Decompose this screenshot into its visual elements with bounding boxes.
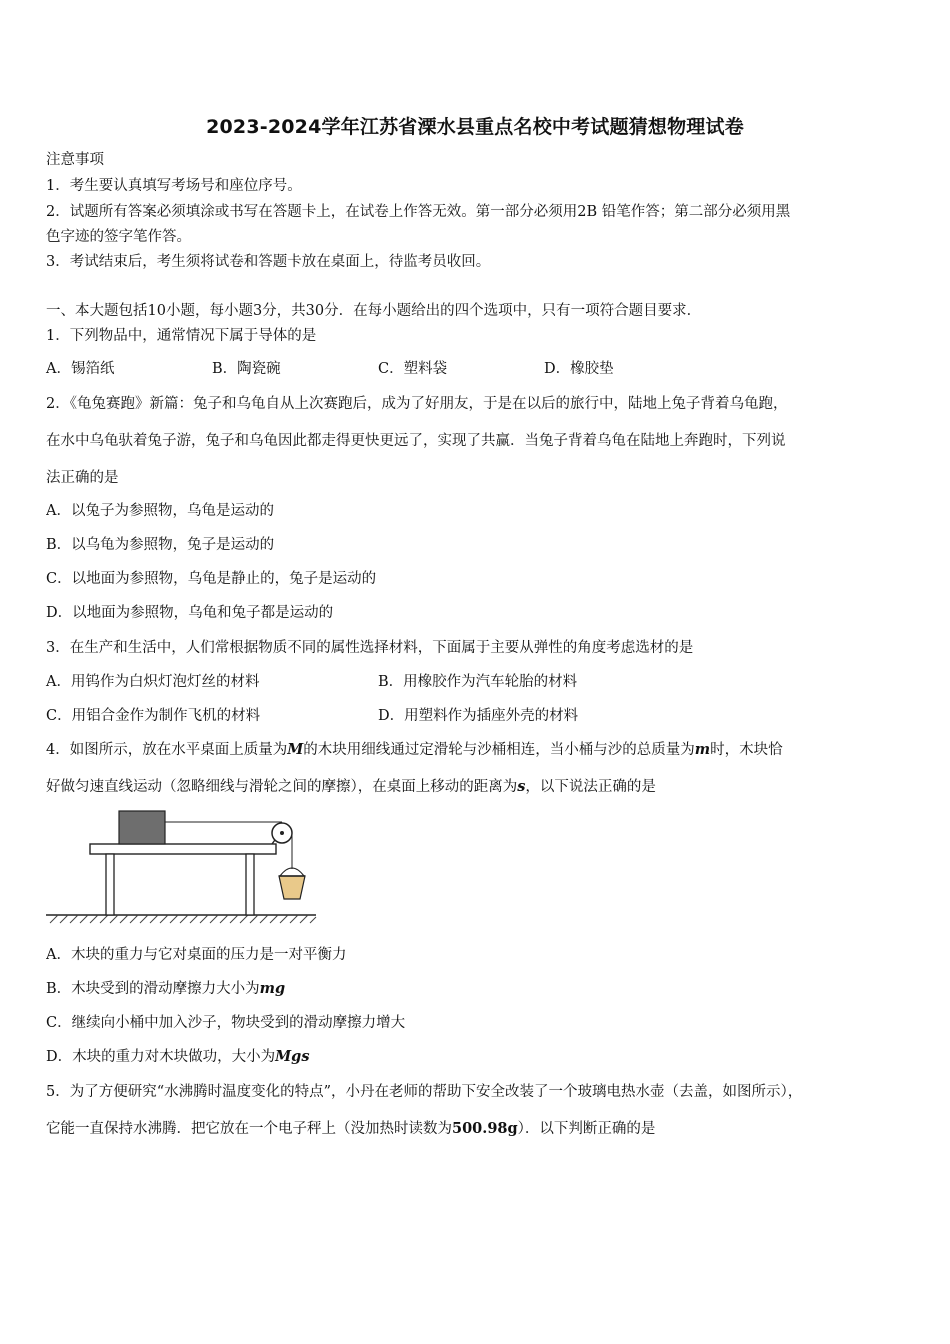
q4-option-d-text: D．木块的重力对木块做功，大小为 (46, 1049, 276, 1065)
question-2-stem-line: 法正确的是 (46, 470, 119, 486)
question-5-stem-line: 5．为了方便研究“水沸腾时温度变化的特点”，小丹在老师的帮助下安全改装了一个玻璃电热水壶（去盖，如图所示）， (46, 1084, 803, 1100)
bucket-handle (280, 868, 304, 876)
table-leg-right (246, 854, 254, 915)
q5-scale-reading: 500.98g (452, 1120, 518, 1137)
table-leg-left (106, 854, 114, 915)
q4-text: 4．如图所示，放在水平桌面上质量为 (46, 742, 288, 758)
q3-option-b: B．用橡胶作为汽车轮胎的材料 (378, 674, 578, 690)
q5-text: 它能一直保持水沸腾．把它放在一个电子秤上（没加热时读数为 (46, 1121, 452, 1137)
table-top (90, 844, 276, 854)
q4-option-c: C．继续向小桶中加入沙子，物块受到的滑动摩擦力增大 (46, 1015, 406, 1031)
q4-text: 时，木块恰 (710, 742, 783, 758)
q2-option-c: C．以地面为参照物，乌龟是静止的，兔子是运动的 (46, 571, 377, 587)
q1-option-d: D．橡胶垫 (544, 361, 614, 377)
sand-bucket (279, 876, 305, 899)
page-title: 2023-2024学年江苏省溧水县重点名校中考试题猜想物理试卷 (206, 116, 744, 138)
q1-option-a: A．锡箔纸 (46, 361, 115, 377)
q2-option-d: D．以地面为参照物，乌龟和兔子都是运动的 (46, 605, 334, 621)
q4-option-d-var: Mgs (275, 1048, 310, 1065)
question-2-stem-line: 在水中乌龟驮着兔子游，兔子和乌龟因此都走得更快更远了，实现了共赢．当兔子背着乌龟在陆地上奔跑时，下列说 (46, 433, 786, 449)
notice-item: 3．考试结束后，考生须将试卷和答题卡放在桌面上，待监考员收回。 (46, 254, 491, 270)
notice-heading: 注意事项 (46, 152, 104, 168)
q4-option-b-text: B．木块受到的滑动摩擦力大小为 (46, 981, 260, 997)
question-5-stem-line (46, 1119, 906, 1139)
q4-var-M: M (287, 741, 304, 758)
ground-hatching (50, 915, 316, 923)
question-2-stem-line: 2．《龟兔赛跑》新篇：兔子和乌龟自从上次赛跑后，成为了好朋友，于是在以后的旅行中，陆地上兔子背着乌龟跑， (46, 396, 788, 412)
q5-text: ）．以下判断正确的是 (517, 1121, 656, 1137)
table-pulley-figure (44, 806, 324, 930)
notice-item: 1．考生要认真填写考场号和座位序号。 (46, 178, 302, 194)
q4-option-b (46, 979, 906, 999)
q1-option-b: B．陶瓷碗 (212, 361, 281, 377)
q3-option-d: D．用塑料作为插座外壳的材料 (378, 708, 579, 724)
question-4-stem-line (46, 777, 906, 797)
q4-option-d (46, 1047, 906, 1067)
wooden-block (119, 811, 165, 844)
q2-option-a: A．以兔子为参照物，乌龟是运动的 (46, 503, 274, 519)
q4-option-b-var: mg (259, 980, 286, 997)
pulley-axle (280, 831, 284, 835)
q4-text: 的木块用细线通过定滑轮与沙桶相连，当小桶与沙的总质量为 (303, 742, 695, 758)
notice-item: 色字迹的签字笔作答。 (46, 229, 191, 245)
q4-var-s: s (517, 778, 526, 795)
q4-var-m: m (694, 741, 711, 758)
q3-option-c: C．用铝合金作为制作飞机的材料 (46, 708, 261, 724)
q3-option-a: A．用钨作为白炽灯泡灯丝的材料 (46, 674, 260, 690)
q4-text: 好做匀速直线运动（忽略细线与滑轮之间的摩擦），在桌面上移动的距离为 (46, 779, 518, 795)
q1-option-c: C．塑料袋 (378, 361, 448, 377)
section-heading: 一、本大题包括10小题，每小题3分，共30分．在每小题给出的四个选项中，只有一项符合题目要求． (46, 303, 702, 319)
notice-item: 2．试题所有答案必须填涂或书写在答题卡上，在试卷上作答无效。第一部分必须用2B 铅笔作答；第二部分必须用黑 (46, 204, 791, 220)
question-4-stem-line (46, 740, 906, 760)
q4-text: ，以下说法正确的是 (525, 779, 656, 795)
question-3-stem: 3．在生产和生活中，人们常根据物质不同的属性选择材料，下面属于主要从弹性的角度考虑选材的是 (46, 640, 694, 656)
q4-option-a: A．木块的重力与它对桌面的压力是一对平衡力 (46, 947, 347, 963)
question-1-stem: 1．下列物品中，通常情况下属于导体的是 (46, 328, 317, 344)
q2-option-b: B．以乌龟为参照物，兔子是运动的 (46, 537, 275, 553)
